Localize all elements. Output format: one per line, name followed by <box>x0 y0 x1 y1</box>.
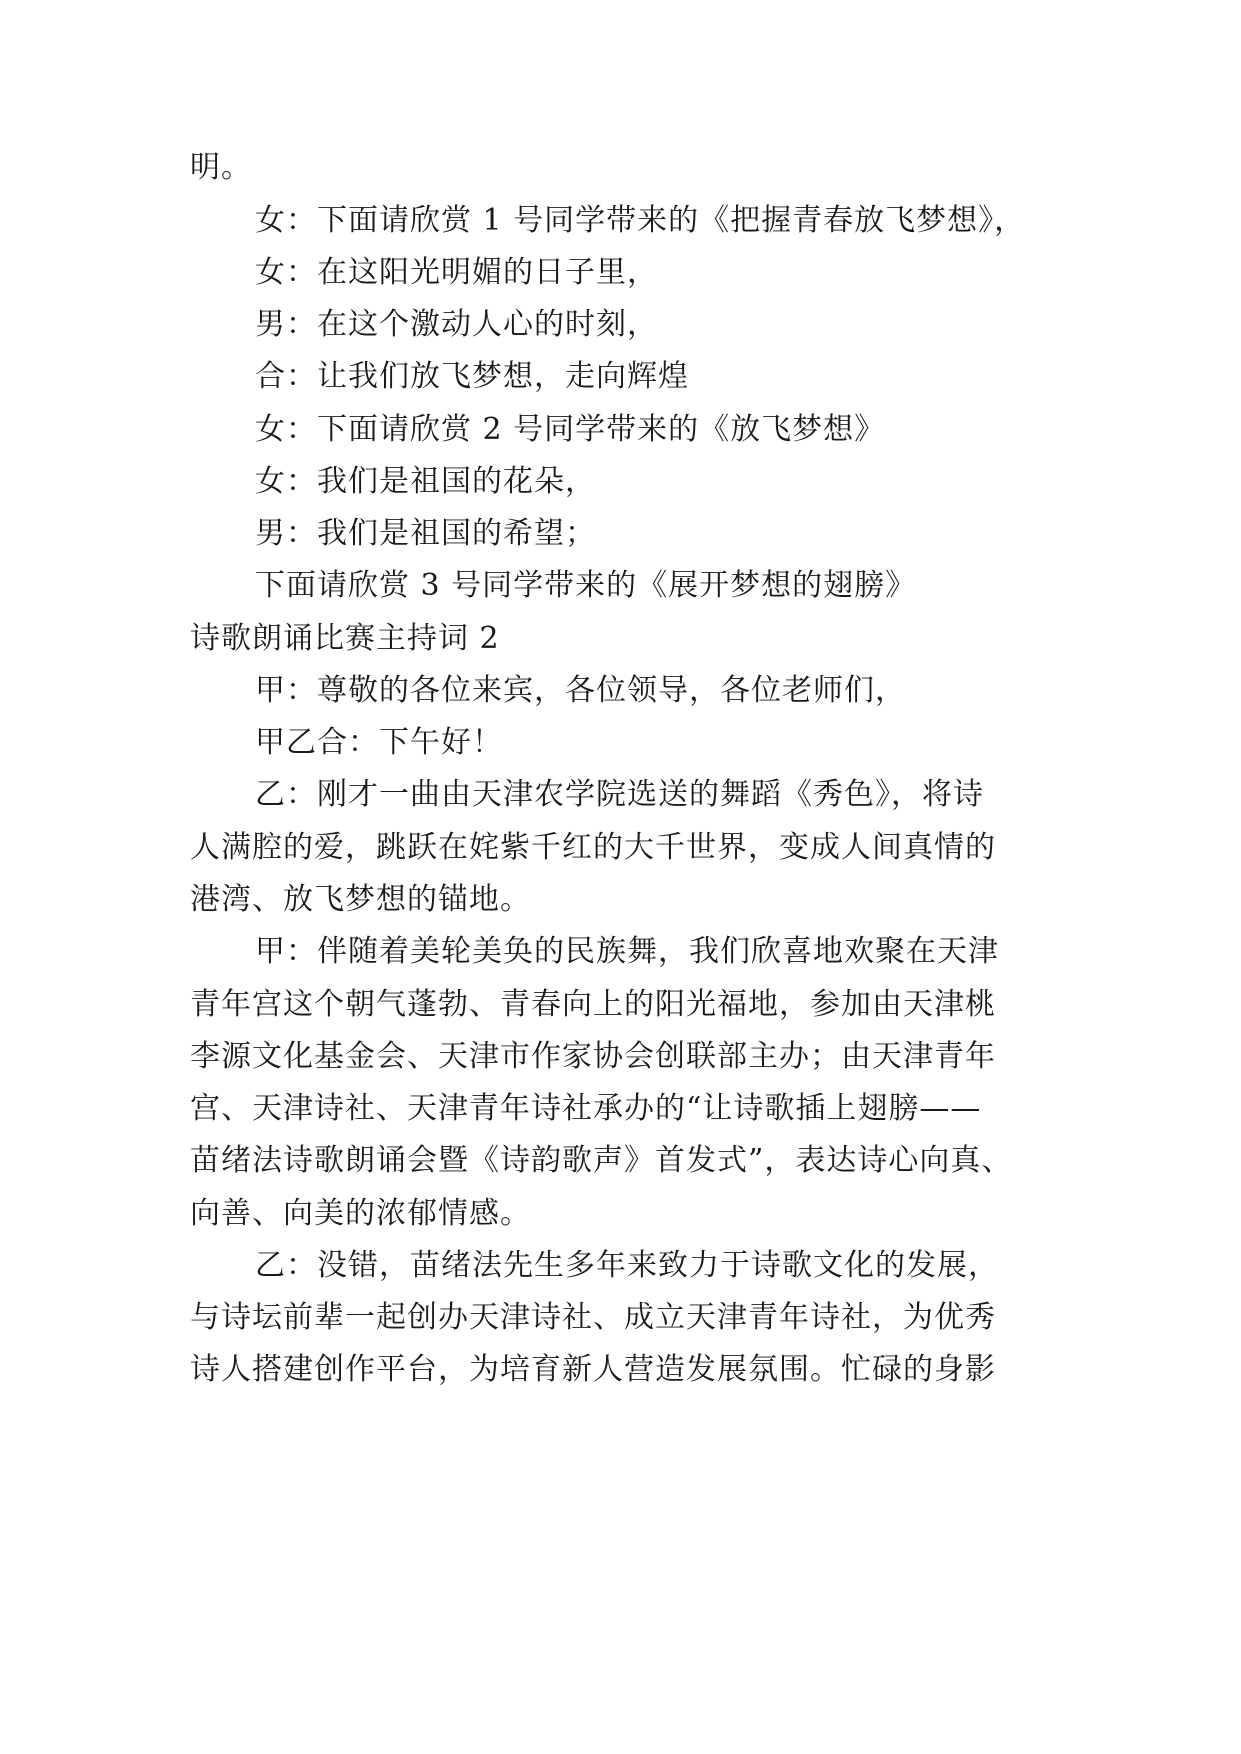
body-line: 李源文化基金会、天津市作家协会创联部主办；由天津青年 <box>190 1039 996 1074</box>
body-line: 男：我们是祖国的希望； <box>255 516 596 551</box>
body-line: 乙：刚才一曲由天津农学院选送的舞蹈《秀色》，将诗 <box>255 777 984 812</box>
body-line: 合：让我们放飞梦想，走向辉煌 <box>255 359 689 394</box>
body-line: 女：在这阳光明媚的日子里， <box>255 255 658 290</box>
body-line: 港湾、放飞梦想的锚地。 <box>190 882 531 917</box>
body-line: 甲：伴随着美轮美奂的民族舞，我们欣喜地欢聚在天津 <box>255 934 999 969</box>
body-line: 明。 <box>190 150 252 185</box>
body-line: 苗绪法诗歌朗诵会暨《诗韵歌声》首发式”，表达诗心向真、 <box>190 1143 1013 1178</box>
body-line: 女：我们是祖国的花朵， <box>255 464 596 499</box>
body-line: 女：下面请欣赏 2 号同学带来的《放飞梦想》 <box>255 412 886 447</box>
body-line: 男：在这个激动人心的时刻， <box>255 307 658 342</box>
body-line: 宫、天津诗社、天津青年诗社承办的“让诗歌插上翅膀—— <box>190 1091 982 1126</box>
body-line: 向善、向美的浓郁情感。 <box>190 1196 531 1231</box>
body-line: 甲乙合：下午好！ <box>255 725 503 760</box>
body-line: 甲：尊敬的各位来宾，各位领导，各位老师们， <box>255 673 906 708</box>
body-line: 乙：没错，苗绪法先生多年来致力于诗歌文化的发展， <box>255 1248 999 1283</box>
body-line: 女：下面请欣赏 1 号同学带来的《把握青春放飞梦想》， <box>255 203 1026 238</box>
section-heading: 诗歌朗诵比赛主持词 2 <box>190 621 500 656</box>
body-line: 青年宫这个朝气蓬勃、青春向上的阳光福地，参加由天津桃 <box>190 987 996 1022</box>
body-line: 诗人搭建创作平台，为培育新人营造发展氛围。忙碌的身影 <box>190 1352 996 1387</box>
body-line: 下面请欣赏 3 号同学带来的《展开梦想的翅膀》 <box>255 568 917 603</box>
body-line: 人满腔的爱，跳跃在姹紫千红的大千世界，变成人间真情的 <box>190 830 996 865</box>
body-line: 与诗坛前辈一起创办天津诗社、成立天津青年诗社，为优秀 <box>190 1300 996 1335</box>
